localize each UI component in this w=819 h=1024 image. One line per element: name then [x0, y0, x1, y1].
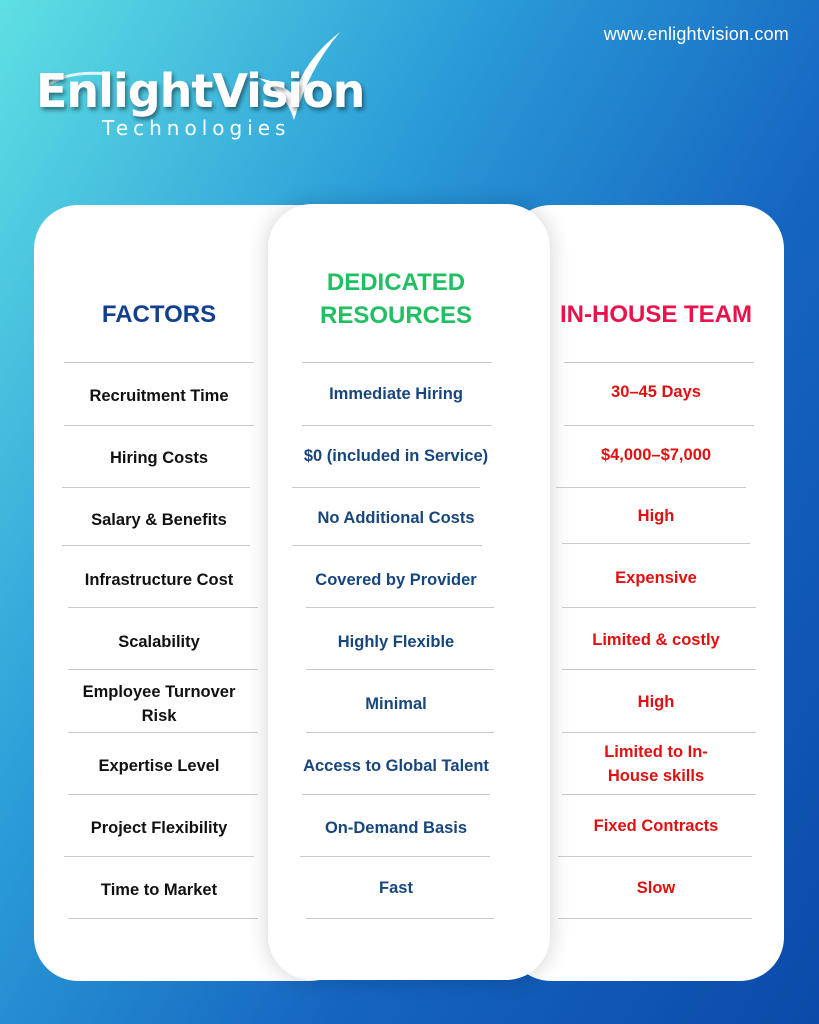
- divider: [302, 794, 490, 795]
- divider: [558, 856, 752, 857]
- dedicated-infrastructure-cost: Covered by Provider: [315, 571, 477, 589]
- divider: [562, 543, 750, 544]
- divider: [302, 425, 492, 426]
- divider: [306, 669, 494, 670]
- inhouse-project-flexibility: Fixed Contracts: [593, 817, 719, 835]
- divider: [562, 669, 756, 670]
- divider: [306, 607, 494, 608]
- inhouse-scalability: Limited & costly: [592, 631, 720, 649]
- dedicated-scalability: Highly Flexible: [337, 633, 455, 651]
- divider: [300, 856, 490, 857]
- divider: [564, 362, 754, 363]
- divider: [562, 732, 756, 733]
- inhouse-recruitment-time: 30–45 Days: [611, 383, 701, 401]
- divider: [68, 918, 258, 919]
- divider: [302, 362, 492, 363]
- inhouse-column: [556, 204, 756, 980]
- factor-employee-turnover-risk: Employee Turnover Risk: [82, 683, 236, 725]
- factor-scalability: Scalability: [118, 633, 200, 651]
- inhouse-header: IN-HOUSE TEAM: [560, 301, 752, 328]
- divider: [64, 425, 254, 426]
- dedicated-time-to-market: Fast: [379, 879, 413, 897]
- dedicated-header: DEDICATED RESOURCES: [319, 269, 473, 329]
- divider: [68, 794, 258, 795]
- dedicated-employee-turnover-risk: Minimal: [365, 695, 427, 713]
- inhouse-employee-turnover-risk: High: [637, 693, 675, 711]
- divider: [62, 545, 250, 546]
- divider: [68, 607, 258, 608]
- dedicated-hiring-costs: $0 (included in Service): [303, 447, 489, 465]
- divider: [562, 794, 756, 795]
- factor-recruitment-time: Recruitment Time: [89, 387, 229, 405]
- factor-hiring-costs: Hiring Costs: [109, 449, 209, 467]
- divider: [64, 856, 254, 857]
- website-url[interactable]: www.enlightvision.com: [603, 24, 789, 44]
- inhouse-salary-benefits: High: [637, 507, 675, 525]
- divider: [62, 487, 250, 488]
- divider: [556, 487, 746, 488]
- factors-column: [64, 204, 254, 980]
- dedicated-salary-benefits: No Additional Costs: [317, 509, 475, 527]
- dedicated-expertise-level: Access to Global Talent: [303, 757, 489, 775]
- divider: [306, 732, 494, 733]
- brand-name: EnlightVision: [36, 64, 365, 118]
- dedicated-recruitment-time: Immediate Hiring: [329, 385, 463, 403]
- brand-logo: [36, 30, 396, 140]
- factor-salary-benefits: Salary & Benefits: [91, 511, 227, 529]
- divider: [306, 918, 494, 919]
- divider: [562, 607, 756, 608]
- divider: [292, 545, 482, 546]
- factor-time-to-market: Time to Market: [100, 881, 218, 899]
- dedicated-column: [298, 204, 494, 980]
- inhouse-time-to-market: Slow: [636, 879, 676, 897]
- divider: [68, 732, 258, 733]
- brand-tagline: Technologies: [102, 116, 291, 140]
- divider: [64, 362, 254, 363]
- inhouse-expertise-level: Limited to In-House skills: [604, 743, 708, 785]
- divider: [564, 425, 754, 426]
- divider: [292, 487, 480, 488]
- divider: [68, 669, 258, 670]
- factors-header: FACTORS: [101, 301, 217, 328]
- inhouse-hiring-costs: $4,000–$7,000: [600, 446, 712, 464]
- factor-infrastructure-cost: Infrastructure Cost: [84, 571, 234, 589]
- inhouse-infrastructure-cost: Expensive: [615, 569, 697, 587]
- factor-project-flexibility: Project Flexibility: [90, 819, 228, 837]
- divider: [558, 918, 752, 919]
- factor-expertise-level: Expertise Level: [98, 757, 220, 775]
- dedicated-project-flexibility: On-Demand Basis: [324, 819, 468, 837]
